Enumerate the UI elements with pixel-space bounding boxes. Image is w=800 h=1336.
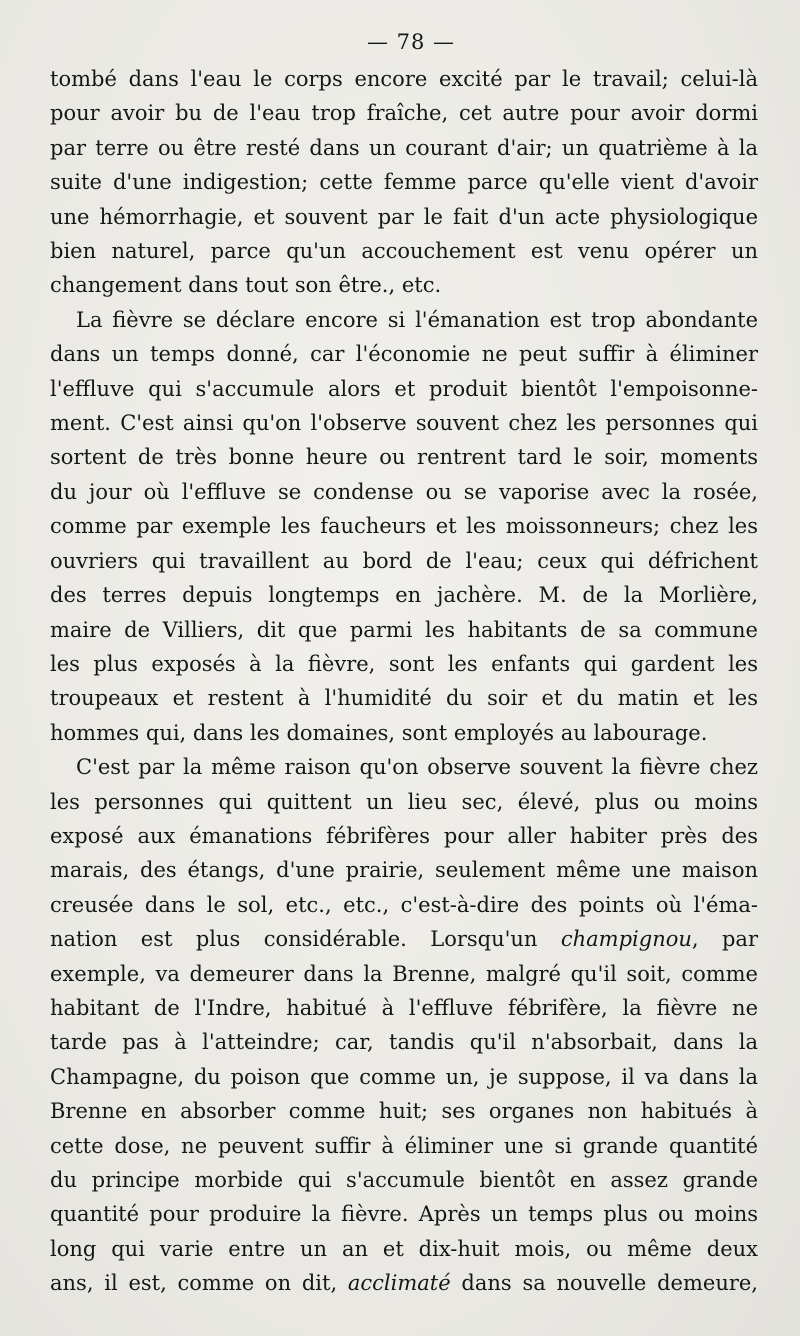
text-segment: nation est plus considérable. Lorsqu'un [50, 927, 561, 952]
text-segment: , par [691, 927, 758, 952]
text-line: par terre ou être resté dans un courant d'air; un quatrième à la [50, 135, 758, 160]
text-line: pour avoir bu de l'eau trop fraîche, cet autre pour avoir dormi [50, 101, 758, 126]
text-line: creusée dans le sol, etc., etc., c'est-à-dire des points où l'éma- [50, 892, 758, 917]
text-segment: dans sa nouvelle demeure, [450, 1271, 758, 1296]
text-line: des terres depuis longtemps en jachère. M. de la Morlière, [50, 583, 758, 608]
text-line: troupeaux et restent à l'humidité du soir et du matin et les [50, 686, 758, 711]
text-line: du principe morbide qui s'accumule bientôt en assez grande [50, 1168, 758, 1192]
text-line: suite d'une indigestion; cette femme parce qu'elle vient d'avoir [50, 170, 758, 195]
text-line: une hémorrhagie, et souvent par le fait d'un acte physiologique [50, 204, 758, 229]
text-line: comme par exemple les faucheurs et les moissonneurs; chez les [50, 514, 758, 539]
text-line: La fièvre se déclare encore si l'émanation est trop abondante [76, 307, 758, 332]
text-line: hommes qui, dans les domaines, sont employés au labourage. [50, 720, 708, 745]
italic-term: champignou [560, 927, 692, 952]
text-line: tarde pas à l'atteindre; car, tandis qu'il n'absorbait, dans la [50, 1030, 758, 1055]
text-line: exemple, va demeurer dans la Brenne, malgré qu'il soit, comme [50, 961, 758, 986]
text-line: ouvriers qui travaillent au bord de l'eau; ceux qui défrichent [50, 548, 758, 573]
text-line: cette dose, ne peuvent suffir à éliminer une si grande quantité [50, 1133, 758, 1158]
text-line-with-italic [50, 1266, 758, 1300]
text-line: bien naturel, parce qu'un accouchement est venu opérer un [50, 239, 758, 264]
text-line: dans un temps donné, car l'économie ne peut suffir à éliminer [50, 342, 758, 367]
text-line: du jour où l'effluve se condense ou se vaporise avec la rosée, [50, 479, 758, 504]
text-line: quantité pour produire la fièvre. Après un temps plus ou moins [50, 1202, 758, 1227]
text-line: changement dans tout son être., etc. [50, 273, 442, 298]
text-line: Champagne, du poison que comme un, je suppose, il va dans la [50, 1064, 758, 1089]
text-line: les plus exposés à la fièvre, sont les enfants qui gardent les [50, 651, 758, 676]
text-line-with-italic [50, 922, 758, 956]
text-line: exposé aux émanations fébrifères pour aller habiter près des [50, 823, 758, 848]
text-line: tombé dans l'eau le corps encore excité par le travail; celui-là [50, 67, 758, 91]
text-line: Brenne en absorber comme huit; ses organes non habitués à [50, 1099, 758, 1124]
text-line: C'est par la même raison qu'on observe souvent la fièvre chez [76, 755, 758, 780]
italic-term: acclimaté [347, 1271, 451, 1296]
text-line: les personnes qui quittent un lieu sec, élevé, plus ou moins [50, 789, 758, 814]
text-segment: ans, il est, comme on dit, [50, 1271, 348, 1296]
text-line: l'effluve qui s'accumule alors et produit bientôt l'empoisonne- [50, 376, 758, 401]
paragraph-3 [50, 750, 758, 1301]
text-line: maire de Villiers, dit que parmi les habitants de sa commune [50, 617, 758, 642]
page-number: — 78 — [366, 30, 456, 54]
paragraph-1 [50, 62, 758, 303]
paragraph-2 [50, 303, 758, 750]
text-line: ment. C'est ainsi qu'on l'observe souvent chez les personnes qui [50, 411, 758, 436]
text-line: sortent de très bonne heure ou rentrent tard le soir, moments [50, 445, 758, 470]
text-line: long qui varie entre un an et dix-huit mois, ou même deux [50, 1236, 758, 1261]
text-line: habitant de l'Indre, habitué à l'effluve fébrifère, la fièvre ne [50, 995, 758, 1020]
text-line: marais, des étangs, d'une prairie, seulement même une maison [50, 858, 758, 883]
